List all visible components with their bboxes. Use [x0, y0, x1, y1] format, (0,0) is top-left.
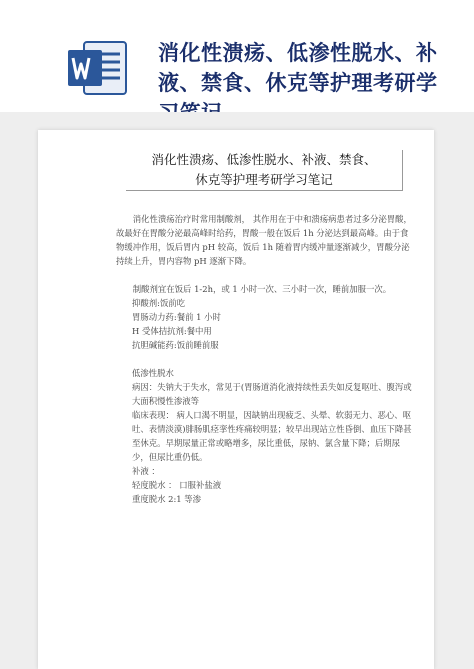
list-item: 胃肠动力药:餐前 1 小时	[132, 312, 221, 322]
doc-title-line-2: 休克等护理考研学习笔记	[195, 172, 333, 187]
document-body	[116, 212, 412, 506]
paragraph-severe: 重度脱水 2:1 等渗	[132, 494, 202, 504]
header-banner	[0, 0, 474, 112]
paragraph-antacid: 消化性溃疡治疗时常用制酸剂， 其作用在于中和溃疡病患者过多分泌胃酸，故最好在胃酸分泌最高峰时给药，胃酸一般在饭后 1h 分泌达到最高峰。由于食物缓冲作用，饭后胃内 pH 较高，饭后 1h 随着胃内缓冲量逐渐减少，胃酸分泌持续上升，胃内容物 pH 逐渐下降。	[116, 214, 412, 266]
document-page	[38, 130, 434, 669]
paragraph-dosage: 制酸剂宜在饭后 1-2h，或 1 小时一次、三小时一次，睡前加服一次。	[132, 284, 392, 294]
paragraph-mild: 轻度脱水 ： 口服补盐液	[132, 480, 222, 490]
title-line-1: 消化性溃疡、低渗性脱水、补	[158, 41, 438, 65]
paragraph-symptoms: 临床表现： 病人口渴不明显，因缺钠出现疲乏、头晕、软弱无力、恶心、呕吐、表情淡漠)腓肠肌痉挛性疼痛较明显；较早出现站立性昏倒、血压下降甚至休克。早期尿量正常或略增多，尿比重低，尿钠、氯含量下降；后期尿少，但尿比重仍低。	[132, 410, 412, 462]
list-item: H 受体拮抗剂:餐中用	[132, 326, 212, 336]
word-doc-icon	[66, 38, 128, 98]
section-heading: 低渗性脱水	[132, 368, 174, 378]
list-item: 抗胆碱能药:饭前睡前服	[132, 340, 219, 350]
paragraph-fluid: 补液 ：	[132, 466, 160, 476]
title-line-2: 液、禁食、休克等护理考研学	[158, 71, 438, 95]
doc-title-line-1: 消化性溃疡、低渗性脱水、补液、禁食、	[151, 152, 377, 167]
list-item: 抑酸剂:饭前吃	[132, 298, 186, 308]
document-title	[126, 150, 403, 191]
paragraph-cause: 病因：失钠大于失水，常见于(胃肠道消化液持续性丢失如反复呕吐、腹泻或大面积慢性渗液等	[132, 382, 412, 406]
